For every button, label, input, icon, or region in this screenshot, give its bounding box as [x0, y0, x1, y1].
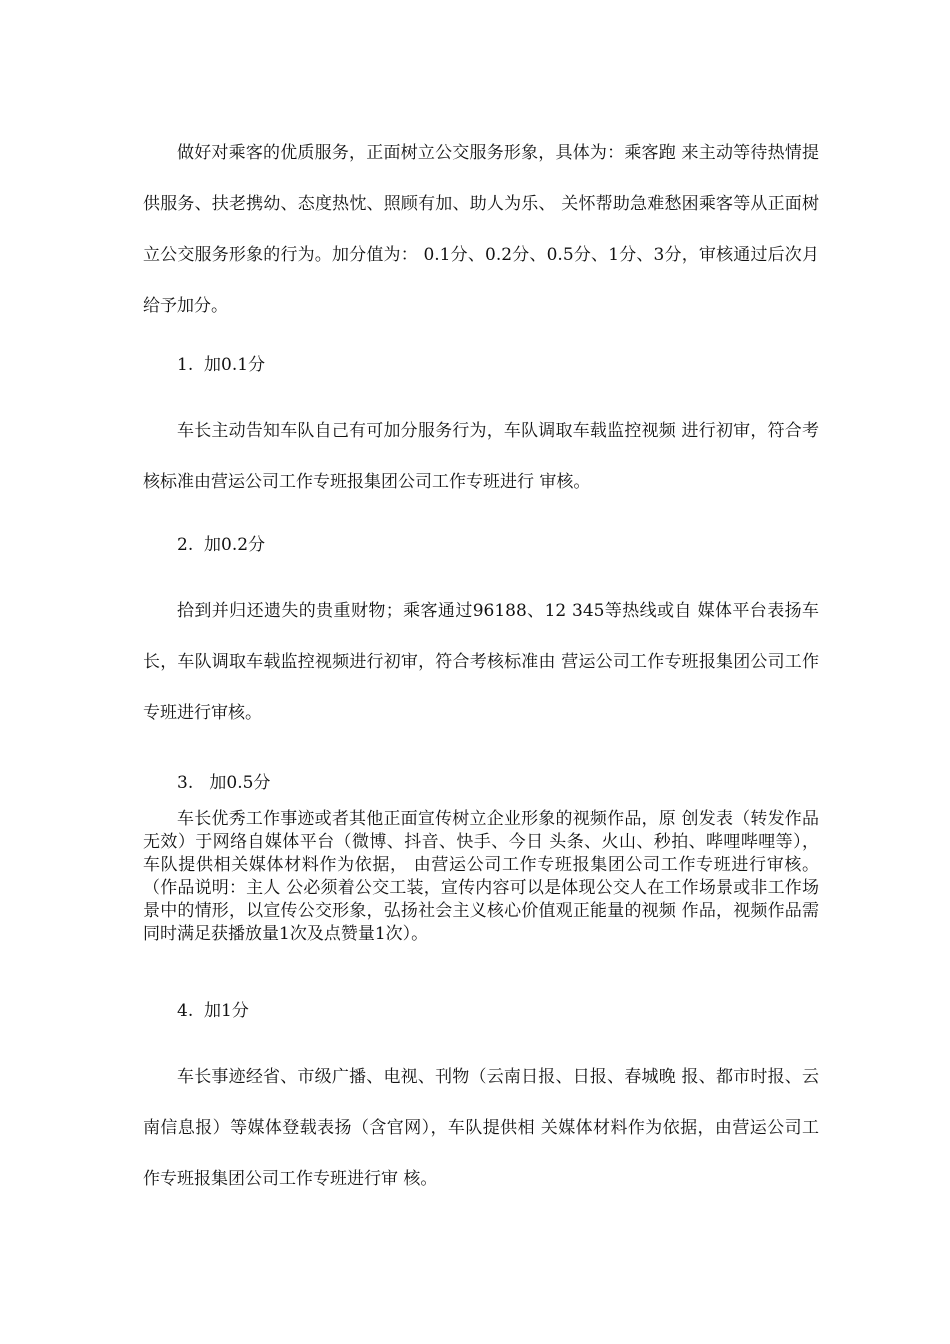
- section-body-4: 车长事迹经省、市级广播、电视、刊物（云南日报、日报、春城晚 报、都市时报、云南信息报）等媒体登载表扬（含官网），车队提供相 关媒体材料作为依据，由营运公司工作专班报集团公司工作专班进行审 核。: [143, 1067, 819, 1189]
- section-heading-1: 1. 加0.1分: [177, 355, 266, 375]
- intro-paragraph: 做好对乘客的优质服务，正面树立公交服务形象，具体为：乘客跑 来主动等待热情提供服务、扶老携幼、态度热忱、照顾有加、助人为乐、 关怀帮助急难愁困乘客等从正面树立公交服务形象的行为。加分值为： 0.1分、0.2分、0.5分、1分、3分，审核通过后次月给予加分。: [143, 143, 819, 316]
- section-body-3: 车长优秀工作事迹或者其他正面宣传树立企业形象的视频作品，原 创发表（转发作品无效）于网络自媒体平台（微博、抖音、快手、今日 头条、火山、秒拍、哔哩哔哩等），车队提供相关媒体材料作为依据， 由营运公司工作专班报集团公司工作专班进行审核。（作品说明：主人 公必须着公交工装，宣传内容可以是体现公交人在工作场景或非工作场 景中的情形，以宣传公交形象，弘扬社会主义核心价值观正能量的视频 作品，视频作品需同时满足获播放量1次及点赞量1次）。: [143, 809, 819, 944]
- section-body-2: 拾到并归还遗失的贵重财物；乘客通过96188、12 345等热线或自 媒体平台表扬车长，车队调取车载监控视频进行初审，符合考核标准由 营运公司工作专班报集团公司工作专班进行审核。: [143, 601, 819, 723]
- section-heading-3: 3. 加0.5分: [177, 773, 271, 793]
- section-heading-2: 2. 加0.2分: [177, 535, 266, 555]
- section-heading-4: 4. 加1分: [177, 1001, 249, 1021]
- section-body-1: 车长主动告知车队自己有可加分服务行为，车队调取车载监控视频 进行初审，符合考核标准由营运公司工作专班报集团公司工作专班进行 审核。: [143, 421, 819, 492]
